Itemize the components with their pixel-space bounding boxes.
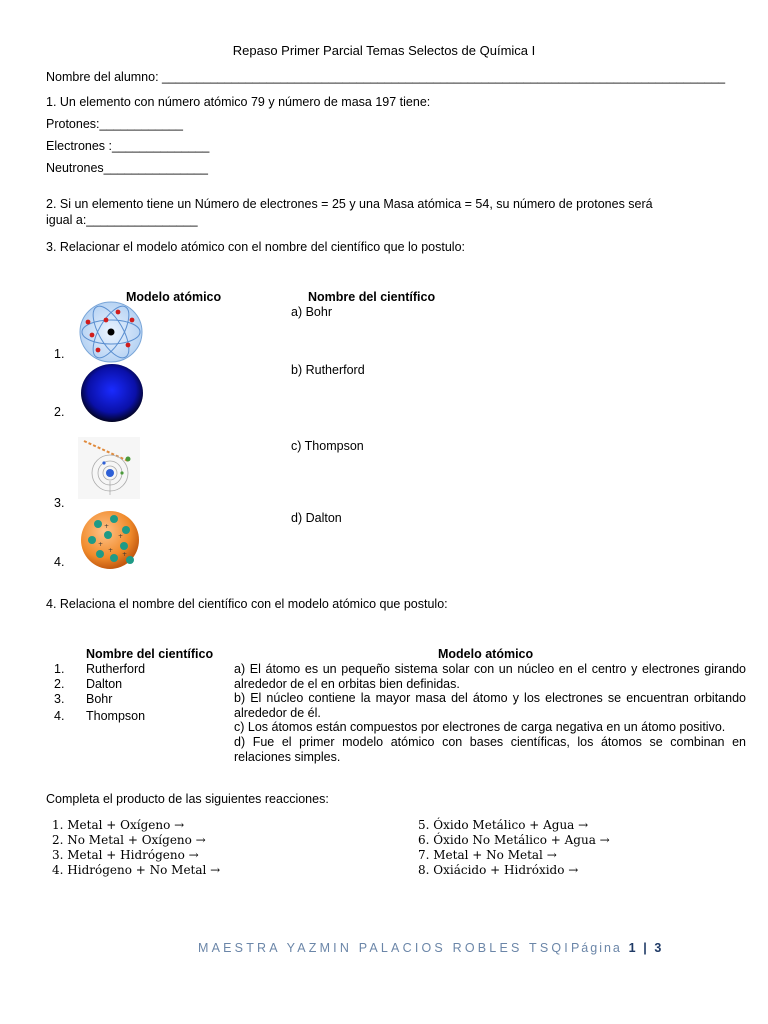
q4-model-a: a) El átomo es un pequeño sistema solar con un núcleo en el centro y electrones girando alrededor de el en orbitas bien definidas.	[234, 662, 746, 691]
q3-option-a: a) Bohr	[291, 305, 332, 319]
rutherford-model-icon	[78, 300, 144, 364]
question-2-line1: 2. Si un elemento tiene un Número de electrones = 25 y una Masa atómica = 54, su número de protones será	[46, 197, 653, 211]
svg-text:+: +	[122, 551, 128, 558]
q3-number-2: 2.	[54, 405, 65, 419]
question-2-line2: igual a:________________	[46, 213, 198, 227]
svg-text:+: +	[118, 533, 124, 540]
svg-text:+: +	[108, 547, 114, 554]
dalton-sphere-icon	[80, 363, 144, 423]
question-4-text: 4. Relaciona el nombre del científico con el modelo atómico que postulo:	[46, 597, 448, 611]
q4-scientist-number-4: 4.	[54, 709, 65, 723]
question-3-text: 3. Relacionar el modelo atómico con el nombre del científico que lo postulo:	[46, 240, 465, 254]
reaction-6: 6. Óxido No Metálico + Agua →	[418, 833, 610, 847]
question-1-text: 1. Un elemento con número atómico 79 y número de masa 197 tiene:	[46, 95, 431, 109]
footer-separator: |	[643, 941, 648, 955]
q3-option-b: b) Rutherford	[291, 363, 365, 377]
reaction-1: 1. Metal + Oxígeno →	[52, 818, 185, 832]
q4-scientist-number-1: 1.	[54, 662, 65, 676]
q3-number-3: 3.	[54, 496, 65, 510]
q4-scientist-1: Rutherford	[86, 662, 146, 676]
protones-blank: Protones:____________	[46, 117, 183, 131]
bohr-model-icon	[78, 437, 140, 499]
page-title: Repaso Primer Parcial Temas Selectos de Química I	[232, 43, 536, 58]
neutrones-blank: Neutrones_______________	[46, 161, 208, 175]
reaction-2: 2. No Metal + Oxígeno →	[52, 833, 206, 847]
q4-scientist-2: Dalton	[86, 677, 123, 691]
q3-number-1: 1.	[54, 347, 65, 361]
q3-option-d: d) Dalton	[291, 511, 342, 525]
q3-option-c: c) Thompson	[291, 439, 364, 453]
q4-model-c: c) Los átomos están compuestos por electrones de carga negativa en un átomo positivo.	[234, 720, 726, 735]
q4-model-d: d) Fue el primer modelo atómico con bases científicas, los átomos se combinan en relaciones simples.	[234, 734, 746, 764]
reaction-4: 4. Hidrógeno + No Metal →	[52, 863, 221, 877]
student-name-line: Nombre del alumno: _________________________________________________________________________________	[46, 70, 726, 84]
q3-col-scientist-header: Nombre del científico	[308, 290, 436, 304]
q4-col-scientist-header: Nombre del científico	[86, 647, 214, 661]
reaction-8: 8. Oxiácido + Hidróxido →	[418, 863, 579, 877]
q4-scientist-number-3: 3.	[54, 692, 65, 706]
reaction-7: 7. Metal + No Metal →	[418, 848, 557, 862]
footer-page-total: 3	[654, 941, 663, 955]
svg-text:+: +	[104, 523, 110, 530]
q4-scientist-number-2: 2.	[54, 677, 65, 691]
reaction-3: 3. Metal + Hidrógeno →	[52, 848, 199, 862]
q3-number-4: 4.	[54, 555, 65, 569]
q4-col-model-header: Modelo atómico	[438, 647, 534, 661]
electrones-blank: Electrones :______________	[46, 139, 210, 153]
thomson-plum-pudding-icon	[78, 508, 142, 572]
footer-page-number: 1	[628, 941, 637, 955]
q4-scientist-4: Thompson	[86, 709, 146, 723]
svg-text:+: +	[98, 541, 104, 548]
q4-scientist-3: Bohr	[86, 692, 113, 706]
q4-model-b: b) El núcleo contiene la mayor masa del átomo y los electrones se encuentran orbitando alrededor de él.	[234, 691, 746, 720]
q4-models-list	[234, 662, 746, 764]
reaction-5: 5. Óxido Metálico + Agua →	[418, 818, 589, 832]
footer-author: MAESTRA YAZMIN PALACIOS ROBLES TSQI	[198, 941, 571, 955]
reactions-instruction: Completa el producto de las siguientes reacciones:	[46, 792, 329, 806]
footer-page-word: Página	[570, 941, 622, 955]
q3-col-model-header: Modelo atómico	[126, 290, 222, 304]
page-footer	[198, 941, 662, 955]
